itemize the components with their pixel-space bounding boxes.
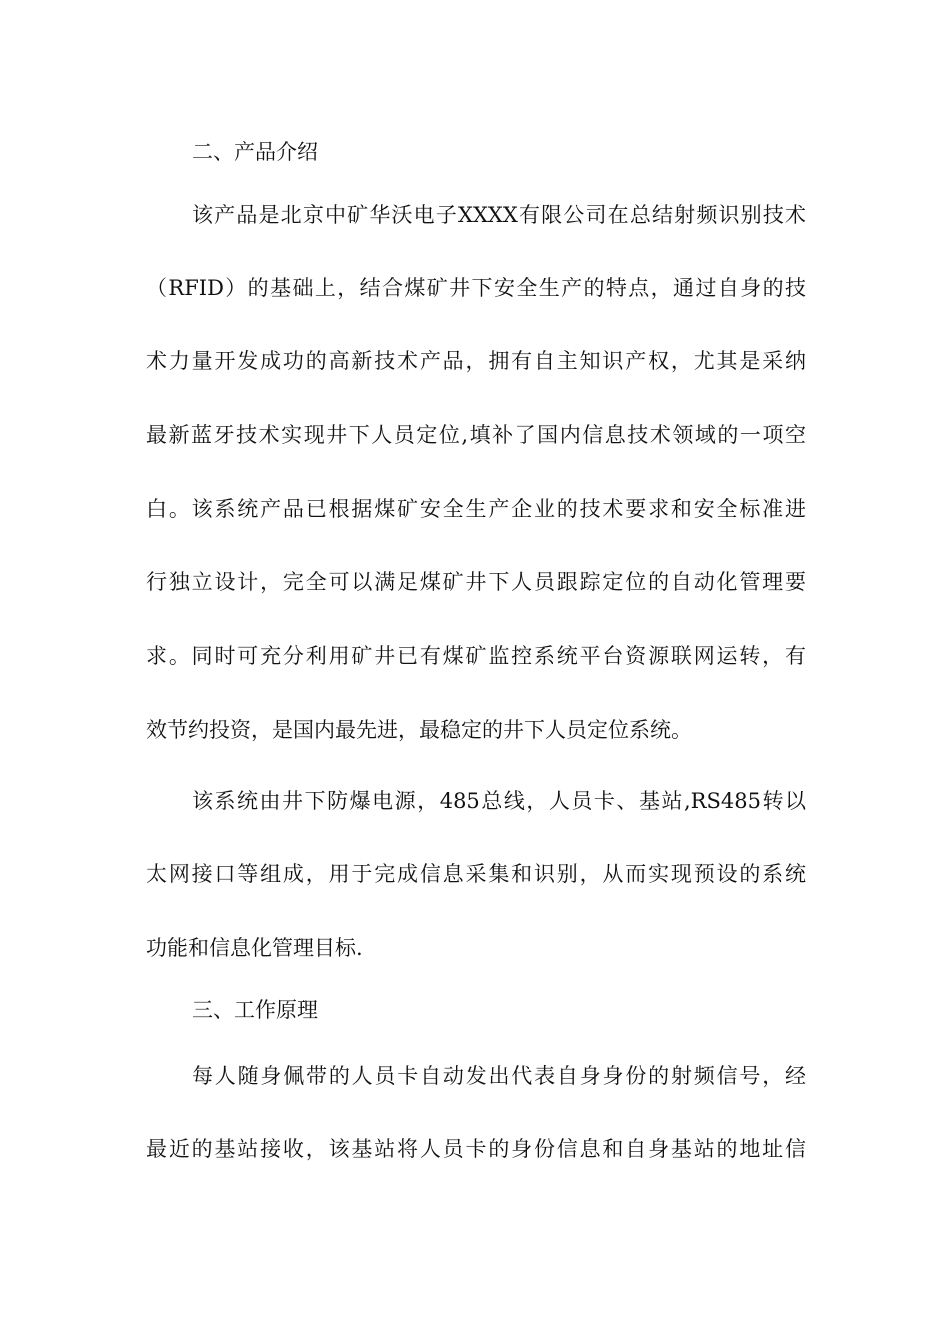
paragraph-line: 行独立设计，完全可以满足煤矿井下人员跟踪定位的自动化管理要	[146, 570, 806, 594]
paragraph-line: 求。同时可充分利用矿井已有煤矿监控系统平台资源联网运转，有	[146, 644, 806, 668]
section-heading-product-intro: 二、产品介绍	[192, 140, 318, 164]
paragraph-line: 该系统由井下防爆电源，485总线，人员卡、基站,RS485转以	[192, 789, 806, 813]
paragraph-line: 功能和信息化管理目标.	[146, 936, 363, 960]
paragraph-line: 效节约投资，是国内最先进，最稳定的井下人员定位系统。	[146, 718, 692, 742]
paragraph-line: 太网接口等组成，用于完成信息采集和识别，从而实现预设的系统	[146, 862, 806, 886]
paragraph-line: 每人随身佩带的人员卡自动发出代表自身身份的射频信号，经	[192, 1064, 806, 1088]
paragraph-line: 最新蓝牙技术实现井下人员定位,填补了国内信息技术领域的一项空	[146, 423, 806, 447]
paragraph-line: 术力量开发成功的高新技术产品，拥有自主知识产权，尤其是采纳	[146, 349, 806, 373]
paragraph-line: 最近的基站接收，该基站将人员卡的身份信息和自身基站的地址信	[146, 1137, 806, 1161]
paragraph-line: 该产品是北京中矿华沃电子XXXX有限公司在总结射频识别技术	[192, 203, 806, 227]
paragraph-line: （RFID）的基础上，结合煤矿井下安全生产的特点，通过自身的技	[146, 276, 806, 300]
paragraph-line: 白。该系统产品已根据煤矿安全生产企业的技术要求和安全标准进	[146, 497, 806, 521]
section-heading-working-principle: 三、工作原理	[192, 998, 318, 1022]
